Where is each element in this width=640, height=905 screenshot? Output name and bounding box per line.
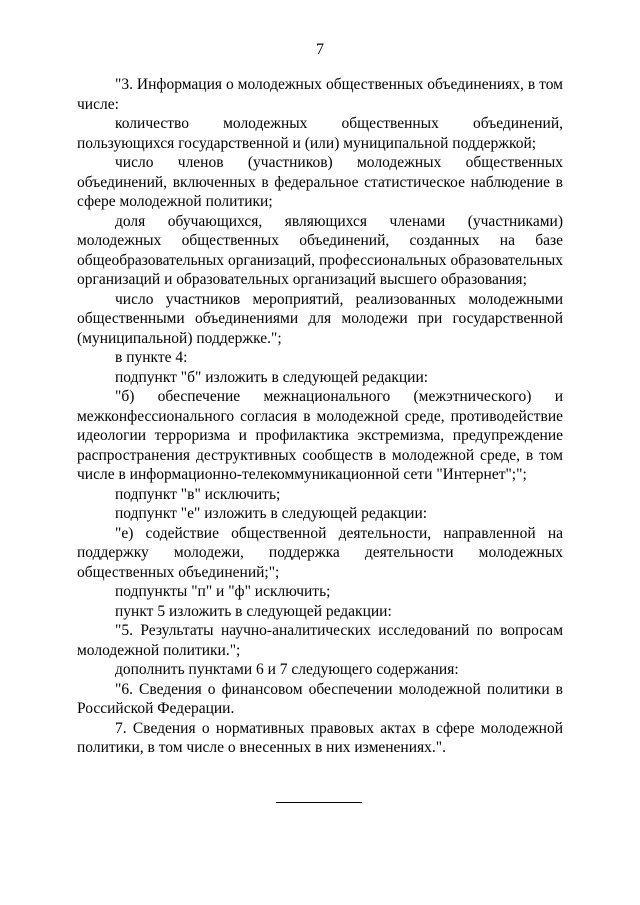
- paragraph: подпункт "б" изложить в следующей редакции:: [115, 368, 429, 386]
- paragraph: число участников мероприятий, реализованных молодежными общественными объединениями для молодежи при государственной (муниципальной) поддержке.";: [77, 290, 563, 347]
- document-body: [77, 75, 563, 758]
- paragraph: дополнить пунктами 6 и 7 следующего содержания:: [115, 661, 459, 678]
- paragraph: подпункты "п" и "ф" исключить;: [115, 583, 331, 600]
- paragraph: "3. Информация о молодежных общественных объединениях, в том числе:: [77, 76, 563, 113]
- paragraph: доля обучающихся, являющихся членами (участниками) молодежных общественных объединений, созданных на базе общеобразовательных организаций, профессиональных образовательных организаций и образовательных организаций высшего образования;: [77, 212, 563, 288]
- paragraph: "6. Сведения о финансовом обеспечении молодежной политики в Российской Федерации.: [77, 680, 563, 717]
- paragraph: пункт 5 изложить в следующей редакции:: [115, 602, 392, 620]
- page-number: 7: [316, 41, 324, 58]
- paragraph: в пункте 4:: [115, 349, 188, 366]
- paragraph: подпункт "в" исключить;: [115, 485, 281, 503]
- paragraph: количество молодежных общественных объединений, пользующихся государственной и (или) муниципальной поддержкой;: [77, 115, 563, 152]
- paragraph: "б) обеспечение межнационального (межэтнического) и межконфессионального согласия в молодежной среде, противодействие идеологии терроризма и профилактика экстремизма, предупреждение распространения деструктивных сообществ в молодежной среде, в том числе в информационно-телекоммуникационной сети "Интернет";";: [77, 388, 563, 483]
- paragraph: число членов (участников) молодежных общественных объединений, включенных в федеральное статистическое наблюдение в сфере молодежной политики;: [77, 154, 563, 210]
- paragraph: подпункт "е" изложить в следующей редакции:: [115, 505, 428, 522]
- end-divider: [276, 802, 362, 803]
- paragraph: "е) содействие общественной деятельности, направленной на поддержку молодежи, поддержка деятельности молодежных общественных объединений;";: [77, 524, 563, 581]
- paragraph: "5. Результаты научно-аналитических исследований по вопросам молодежной политики.";: [77, 622, 563, 659]
- paragraph: 7. Сведения о нормативных правовых актах в сфере молодежной политики, в том числе о внесенных в них изменениях.".: [77, 719, 563, 756]
